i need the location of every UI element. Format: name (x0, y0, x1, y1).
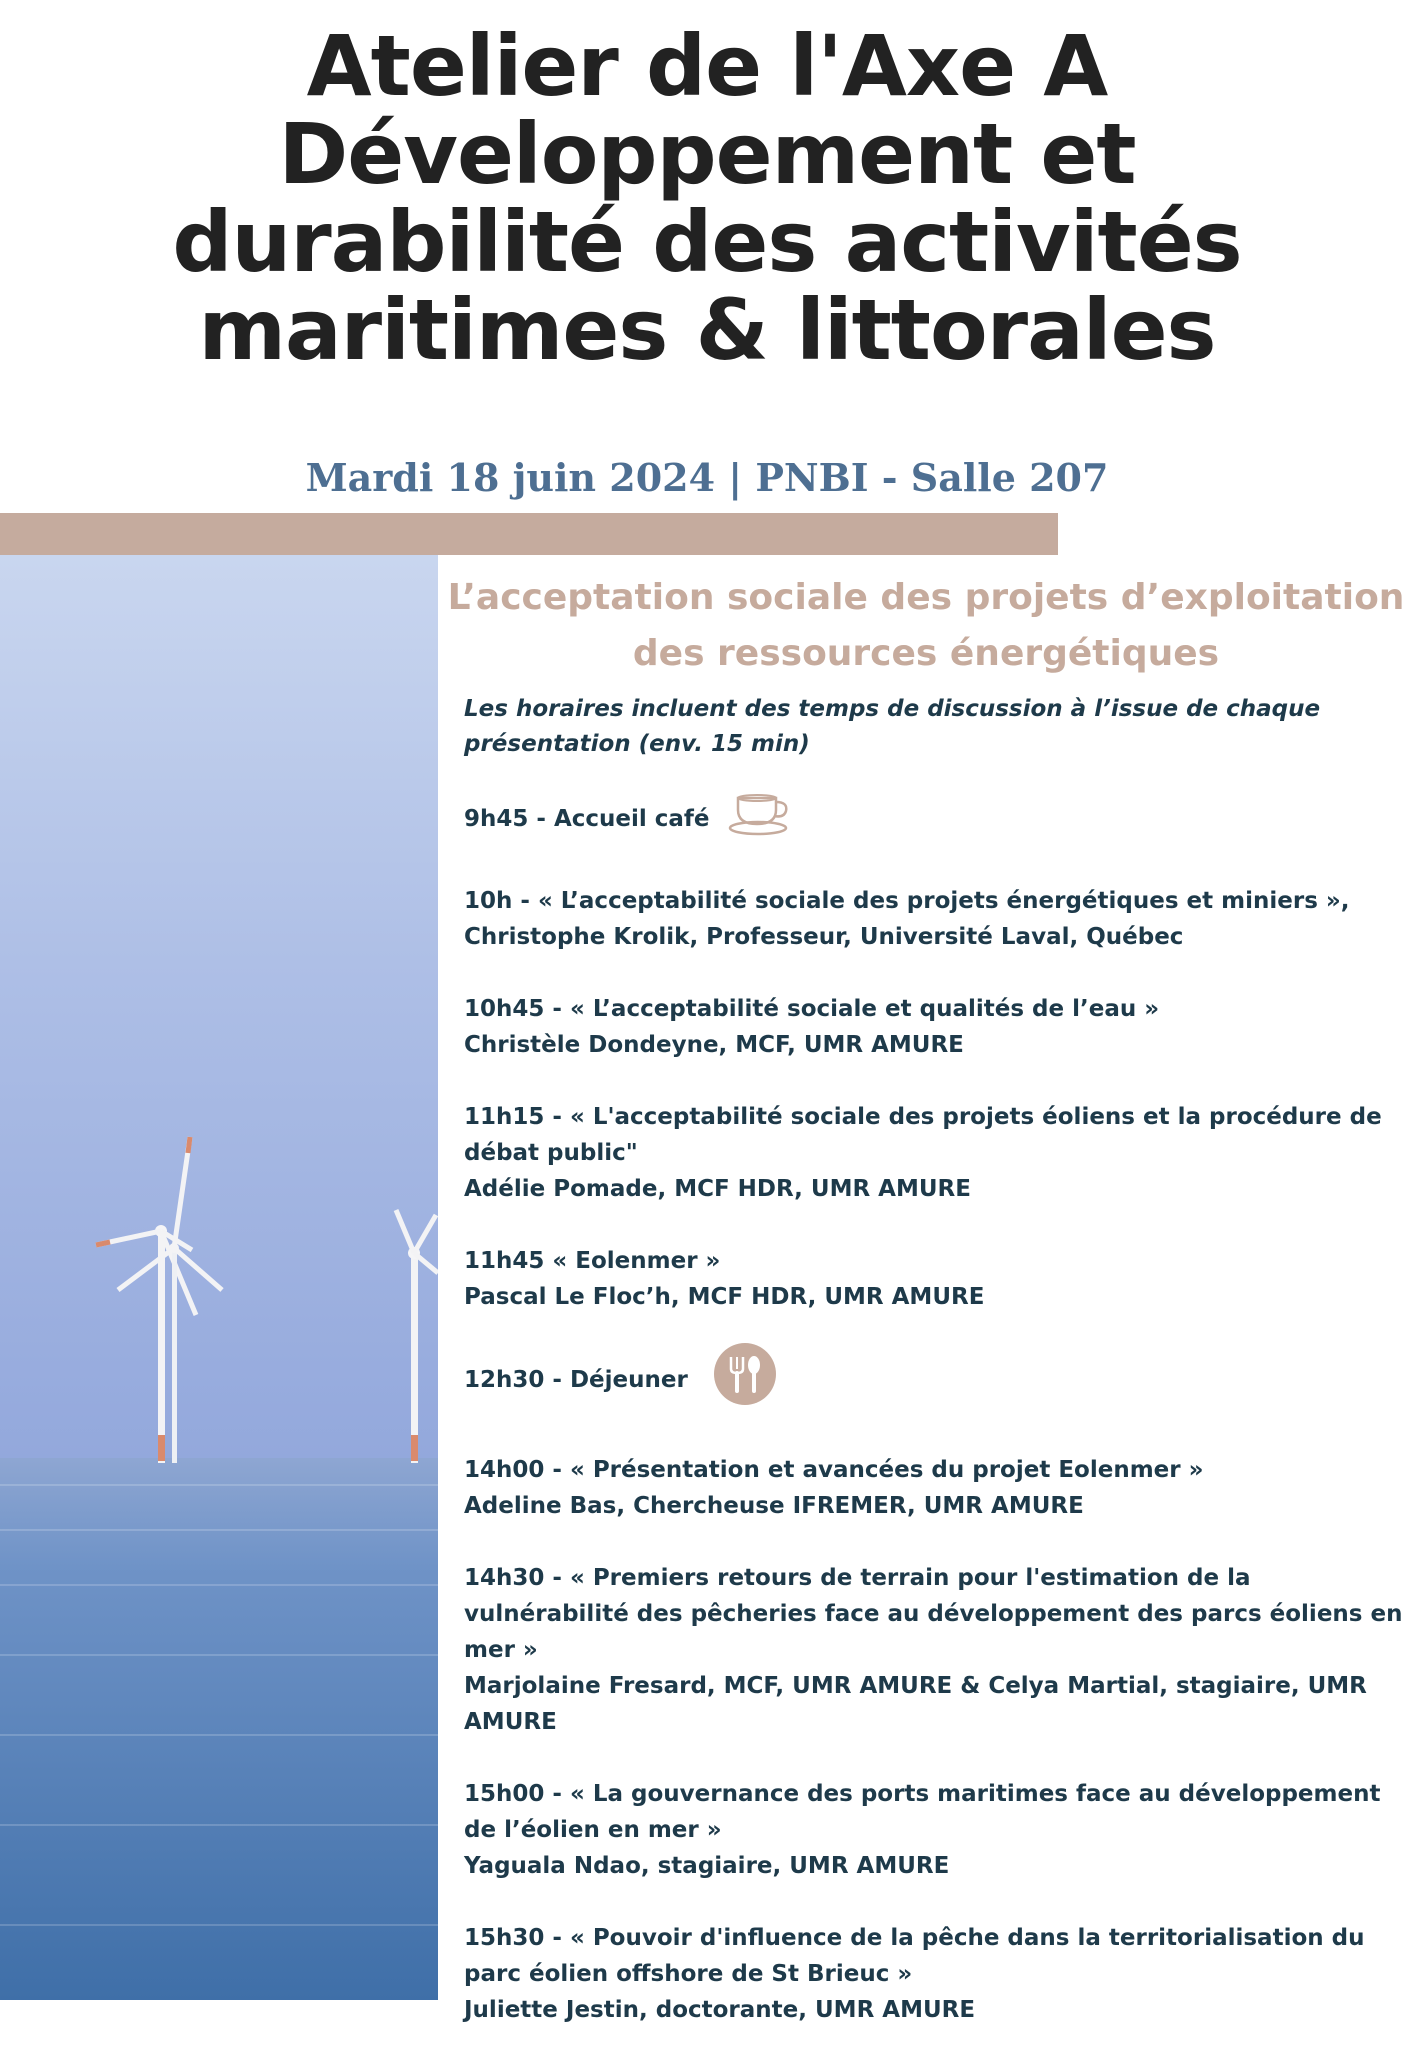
item-title: 15h30 - « Pouvoir d'influence de la pêche dans la territorialisation du parc éolien offshore de St Brieuc » (464, 1925, 1365, 1987)
page-title (0, 17, 1414, 379)
schedule-item (464, 1099, 1404, 1207)
item-title: 14h30 - « Premiers retours de terrain pour l'estimation de la vulnérabilité des pêcheries face au développement des parcs éoliens en mer » (464, 1565, 1403, 1663)
item-title: 14h00 - « Présentation et avancées du projet Eolenmer » (464, 1457, 1204, 1483)
section-title-line-2: des ressources énergétiques (632, 633, 1220, 674)
program-content (446, 570, 1406, 2064)
section-title-line-1: L’acceptation sociale des projets d’exploitation (447, 577, 1405, 618)
schedule-item (464, 1776, 1404, 1884)
item-speaker: Adeline Bas, Chercheuse IFREMER, UMR AMURE (464, 1493, 1084, 1519)
fork-spoon-icon (714, 1343, 776, 1416)
title-line-2: Développement et (278, 105, 1136, 203)
title-line-4: maritimes & littorales (198, 281, 1216, 379)
schedule-item (464, 790, 1404, 847)
item-title: 9h45 - Accueil café (464, 805, 710, 832)
item-title: 11h15 - « L'acceptabilité sociale des projets éoliens et la procédure de débat public" (464, 1104, 1382, 1166)
item-speaker: Marjolaine Fresard, MCF, UMR AMURE & Celya Martial, stagiaire, UMR AMURE (464, 1673, 1367, 1735)
item-speaker: Christèle Dondeyne, MCF, UMR AMURE (464, 1032, 964, 1058)
schedule-item (464, 1920, 1404, 2028)
section-title (446, 570, 1406, 682)
schedule-item (464, 1243, 1404, 1315)
coffee-cup-icon (728, 790, 792, 847)
item-speaker: Christophe Krolik, Professeur, Université Laval, Québec (464, 924, 1184, 950)
schedule-item (464, 991, 1404, 1063)
item-title: 12h30 - Déjeuner (464, 1366, 688, 1393)
title-line-3: durabilité des activités (172, 193, 1242, 291)
item-title: 11h45 « Eolenmer » (464, 1248, 721, 1274)
schedule-note: Les horaires incluent des temps de discussion à l’issue de chaque présentation (env. 15 min) (464, 696, 1321, 757)
decorative-band (0, 513, 1058, 555)
schedule-item (464, 883, 1404, 955)
item-speaker: Juliette Jestin, doctorante, UMR AMURE (464, 1997, 976, 2023)
title-line-1: Atelier de l'Axe A (306, 17, 1108, 115)
event-date-location: Mardi 18 juin 2024 | PNBI - Salle 207 (305, 455, 1109, 500)
item-title: 10h - « L’acceptabilité sociale des projets énergétiques et miniers », (464, 888, 1350, 914)
item-title: 10h45 - « L’acceptabilité sociale et qualités de l’eau » (464, 996, 1160, 1022)
wind-turbine-sea-photo (0, 555, 438, 2000)
item-speaker: Yaguala Ndao, stagiaire, UMR AMURE (464, 1853, 950, 1879)
schedule-list (464, 790, 1404, 2028)
item-speaker: Pascal Le Floc’h, MCF HDR, UMR AMURE (464, 1284, 985, 1310)
schedule-item (464, 1560, 1404, 1740)
item-title: 15h00 - « La gouvernance des ports maritimes face au développement de l’éolien en mer » (464, 1781, 1381, 1843)
item-speaker: Adélie Pomade, MCF HDR, UMR AMURE (464, 1176, 971, 1202)
schedule-item (464, 1343, 1404, 1416)
schedule-item (464, 1452, 1404, 1524)
